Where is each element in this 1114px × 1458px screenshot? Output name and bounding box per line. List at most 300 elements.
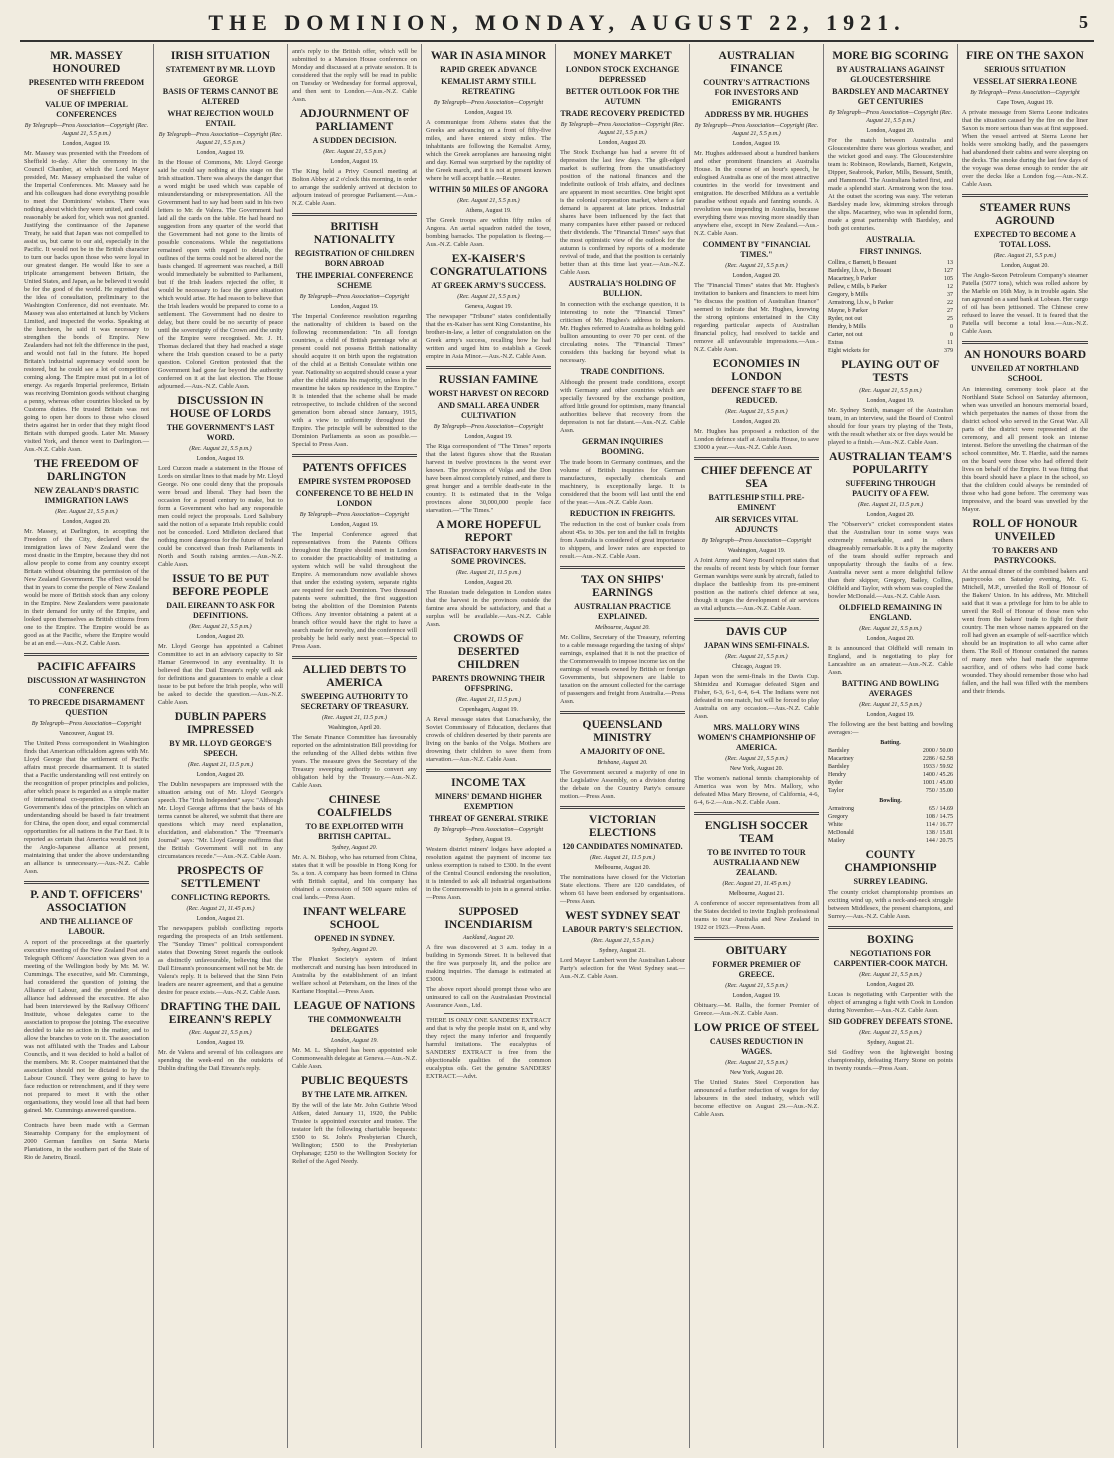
column-1 (20, 44, 154, 1448)
article-text: A Reval message states that Lunacharsky, the Soviet Commissary of Education, declares that crowds of children deserted by their parents are living on the banks of the Volga. Mothers are drowning their children to save them from starvation.—Aus.-N.Z. Cable Assn. (426, 716, 551, 763)
table-row (828, 771, 953, 779)
place-date: Copenhagen, August 19. (459, 707, 518, 713)
dateline: By Telegraph—Press Association—Copyright (Rec. August 21, 5.5 p.m.) (158, 132, 283, 146)
dateline: (Rec. August 21, 11.5 p.m.) (322, 715, 387, 721)
row-label: Hendry (828, 772, 846, 778)
dateline: By Telegraph—Press Association—Copyright (701, 538, 812, 544)
column-rule (694, 937, 819, 940)
article-text: The Dublin newspapers are impressed with the situation arising out of Mr. Lloyd George's speech. The "Irish Independent" says: "Although Mr. Lloyd George affirms that the basis of his terms cannot be altered, we submit that there are questions which may need explanation, elucidation, and elaboration." The "Freeman's Journal" says: "Mr. Lloyd George reaffirms that the British Government will not in any circumstances recede."—Aus.-N.Z. Cable Assn. (158, 781, 283, 860)
row-label: Extras (828, 340, 844, 346)
article-text: In connection with the exchange question, it is interesting to note the "Financial Times" criticism of Mr. Hughes's address to bankers. Mr. Hughes referred to Australia as holding gold bullion amounting to over 70 per cent. of the circulating notes. The "Financial Times" considers this backing far beyond what is necessary. (560, 301, 685, 364)
subheadline: RAPID GREEK ADVANCE (440, 65, 537, 74)
subheadline: TO BE INVITED TO TOUR AUSTRALIA AND NEW ZEALAND. (707, 848, 806, 877)
table-row (828, 747, 953, 755)
place-date: New York, August 20. (729, 1070, 784, 1076)
headline: DISCUSSION IN HOUSE OF LORDS (169, 395, 272, 420)
row-label: Ryder (828, 780, 843, 786)
row-label: Bardsley (828, 764, 850, 770)
table-row (828, 813, 953, 821)
subheadline: GERMAN INQUIRIES BOOMING. (581, 437, 664, 456)
article-text: A fire was discovered at 3 a.m. today in a building in Symonds Street. It is believed that the fire was purposely lit, and the police are making inquiries. The damage is estimated at £3000. (426, 944, 551, 983)
article-text: Mr. Hughes addressed about a hundred bankers and other prominent financiers at Australia House. In the course of an hour's speech, he eulogised Australia as one of the most attractive countries in the world for investment and emigration. He described Mildura as a veritable paradise without equals and fanning sounds. A revolution was impending in Australia, because everything there was moving more steadily than anywhere else, except in New Zealand.—Aus.-N.Z. Cable Assn. (694, 150, 819, 237)
subheadline: BARDSLEY AND MACARTNEY GET CENTURIES (832, 87, 949, 106)
table-row (828, 323, 953, 331)
article-text: ann's reply to the British offer, which will be submitted to a Mansion House conference on Monday and discussed at a private session. It is considered that the reply will be read in public on Tuesday or Wednesday for formal approval, and then sent to London.—Aus.-N.Z. Cable Assn. (292, 48, 417, 103)
headline: AN HONOURS BOARD (963, 349, 1087, 361)
headline: WAR IN ASIA MINOR (430, 50, 547, 62)
dateline: By Telegraph—Press Association—Copyright (433, 424, 544, 430)
subheadline: LABOUR PARTY'S SELECTION. (562, 925, 683, 934)
dateline: (Rec. August 21, 5.5 p.m.) (457, 198, 520, 204)
column-rule (426, 769, 551, 772)
place-date: Athens, August 19. (465, 208, 512, 214)
article-text: Mr. Lloyd George has appointed a Cabinet Committee to act in an advisory capacity to Sir Hamar Greenwood in any eventuality. It is believed that the Dail Eireann's reply will ask for definitions and guarantees to enable a clear issue to be put before the Irish people, who will be asked to decide the question.—Aus.-N.Z. Cable Assn. (158, 643, 283, 706)
row-value: 750 / 35.00 (925, 788, 953, 794)
place-date: Chicago, August 19. (732, 664, 781, 670)
subheadline: REDUCTION IN FREIGHTS. (569, 509, 676, 518)
table-row (828, 331, 953, 339)
row-label: White (828, 822, 843, 828)
subheadline: LONDON STOCK EXCHANGE DEPRESSED (565, 65, 680, 84)
table-row (828, 837, 953, 845)
table-heading: Bowling. (879, 798, 902, 804)
place-date: London, August 20. (866, 128, 915, 134)
subheadline: A SUDDEN DECISION. (312, 136, 397, 145)
dateline: (Rec. August 21, 5.5 p.m.) (725, 983, 788, 989)
dateline: By Telegraph—Press Association—Copyright (433, 827, 544, 833)
dateline: (Rec. August 21, 5.5 p.m.) (725, 1060, 788, 1066)
article-text: The Stock Exchange has had a severe fit of depression the last few days. The gilt-edged market is suffering from the unsatisfactory position of the national finances and the indefinite outlook of Irish affairs, and declines are apparent in most securities. One bright spot is the colonial corporation market, where a fair demand is apparent at late prices. Industrial shares have been influenced by the fact that many companies have either passed or reduced their dividends. The "Financial Times" says that the most optimistic view of the outlook for the autumn is confirmed by reports of a moderate revival of trade, and that the position is certainly better than at this time last year.—Aus.-N.Z. Cable Assn. (560, 149, 685, 276)
subheadline: BY THE LATE MR. AITKEN. (301, 1090, 408, 1099)
row-value: 138 / 15.81 (925, 830, 953, 836)
subheadline: VESSEL AT SIERRA LEONE (973, 77, 1077, 86)
headline: ENGLISH SOCCER TEAM (704, 820, 809, 845)
table-row (828, 779, 953, 787)
page-number: 5 (1079, 12, 1088, 32)
article-text: The Riga correspondent of "The Times" reports that the latest figures show that the Russian harvest in twelve provinces is the worst ever known. The provinces of Volga and the Don have been almost completely ruined, and there is great hunger and a terrible death-rate in the country. It is estimated that in the Volga provinces alone 30,000,000 people face starvation.—"The Times." (426, 443, 551, 514)
dateline: (Rec. August 21, 5.5 p.m.) (725, 263, 788, 269)
column-rule (560, 711, 685, 714)
headline: OBITUARY (725, 945, 788, 957)
subheadline: SID GODFREY DEFEATS STONE. (828, 1017, 953, 1026)
article-text: The trade boom in Germany continues, and the volume of British inquiries for German manufactures, especially chemicals and machinery, is exceptionally large. It is considered that the boom will last until the end of the year.—Aus.-N.Z. Cable Assn. (560, 459, 685, 506)
column-rule (426, 366, 551, 369)
row-label: Mayne, b Parker (828, 308, 868, 314)
article-text: Obituary.—M. Rallis, the former Premier of Greece.—Aus.-N.Z. Cable Assn. (694, 1002, 819, 1017)
place-date: London, August 19. (732, 993, 781, 999)
subheadline: MINERS' DEMAND HIGHER EXEMPTION (434, 792, 543, 811)
subheadline: TO PRECEDE DISARMAMENT QUESTION (28, 698, 145, 717)
subheadline: COUNTRY'S ATTRACTIONS FOR INVESTORS AND EMIGRANTS (703, 78, 810, 107)
row-label: Armstrong, l.b.w., b Parker (828, 300, 894, 306)
subheadline: DISCUSSION AT WASHINGTON CONFERENCE (27, 676, 146, 695)
column-rule (694, 618, 819, 621)
headline: AUSTRALIAN TEAM'S POPULARITY (829, 451, 952, 476)
dateline: Auckland, August 20. (462, 935, 515, 941)
column-rule (292, 656, 417, 659)
row-label: Gregory, b Mills (828, 292, 868, 298)
place-date: New York, August 20. (729, 766, 784, 772)
headline: PROSPECTS OF SETTLEMENT (177, 865, 264, 890)
place-date: London, August 19. (196, 1040, 245, 1046)
row-label: Gregory (828, 814, 848, 820)
table-row (828, 805, 953, 813)
article-text: The nominations have closed for the Victorian State elections. There are 120 candidates, of whom 61 have been endorsed by organisations.—Press Assn. (560, 874, 685, 905)
table-row (828, 787, 953, 795)
subheadline: SWEEPING AUTHORITY TO SECRETARY OF TREASURY. (300, 692, 409, 711)
column-rule (24, 881, 149, 884)
column-6 (690, 44, 824, 1448)
place-date: Melbourne, August 21. (728, 891, 785, 897)
table-row (828, 275, 953, 283)
place-date: London, August 19. (62, 141, 111, 147)
dateline: (Rec. August 21, 5.5 p.m.) (859, 626, 922, 632)
headline: FIRE ON THE SAXON (966, 50, 1084, 62)
place-date: London, August 19. (196, 456, 245, 462)
dateline: (Rec. August 21, 5.5 p.m.) (725, 654, 788, 660)
headline: CHINESE COALFIELDS (317, 794, 392, 819)
dateline: Brisbane, August 20. (597, 760, 648, 766)
headline: PUBLIC BEQUESTS (300, 1075, 409, 1087)
row-label: Macartney (828, 756, 854, 762)
article-text: Although the present trade conditions, except with Germany and other countries which are specially favoured by the exchange position, afford little ground for optimism, many financial authorities believe that recovery from the depression is not far distant.—Aus.-N.Z. Cable Assn. (560, 379, 685, 434)
article-text: By the will of the late Mr. John Guthrie Wood Aitken, dated January 11, 1920, the Public Trustee is appointed executor and trustee. The testator left the following charitable bequests: £500 to St. John's Presbyterian Church, Wellington; £500 to the Presbyterian Orphanage; £250 to the Wellington Society for Relief of the Aged Needy. (292, 1102, 417, 1165)
article-text: At the annual dinner of the combined bakers and pastrycooks on Saturday evening, Mr. G. Mitchell, M.P., unveiled the Roll of Honour of the Bakers' Union. In his address, Mr. Mitchell said that it was a privilege for him to be able to unveil the Roll of Honour of those men who went from the bakers' trade to fight for their country. The men whose names appeared on the roll had given an example of self-sacrifice which should be an inspiration to all who came after them. The Roll of Honour contained the names of many men who had made the supreme sacrifice, and of others who had come back wounded. They should remember those who had fallen, and the hall was filled with the members and their friends. (962, 568, 1088, 695)
table-row (828, 307, 953, 315)
table-row (828, 299, 953, 307)
subheadline: THE COMMONWEALTH DELEGATES (307, 1015, 402, 1034)
headline: PLAYING OUT OF TESTS (841, 359, 940, 384)
place-date: London, August 20. (464, 580, 513, 586)
subheadline: AUSTRALIA. (865, 235, 916, 244)
headline: ROLL OF HONOUR UNVEILED (972, 518, 1078, 543)
row-label: Ryder, not out (828, 316, 863, 322)
row-label: Mailey (828, 838, 845, 844)
dateline: (Rec. August 21, 5.5 p.m.) (725, 756, 788, 762)
row-label: Macartney, b Parker (828, 276, 877, 282)
dateline: (Rec. August 21, 5.5 p.m.) (993, 253, 1057, 259)
subheadline: CONFERENCE TO BE HELD IN LONDON (295, 489, 414, 508)
place-date: London, August 20. (732, 273, 781, 279)
article-text: Contracts have been made with a German Steamship Company for the employment of 2000 German families on Santa Maria Plantations, in the southern part of the State of Rio de Janeiro, Brazil. (24, 1122, 149, 1161)
place-date: London, August 20. (866, 512, 915, 518)
subheadline: BASIS OF TERMS CANNOT BE ALTERED (162, 87, 279, 106)
article-text: Lord Mayor Lambert won the Australian Labour Party's selection for the West Sydney seat.—Aus.-N.Z. Cable Assn. (560, 957, 685, 980)
column-rule (962, 194, 1088, 197)
column-rule (560, 566, 685, 569)
article-text: Mr. A. N. Bishop, who has returned from China, states that it will be possible in Hong Kong for 5s. a ton. A company has been formed in China with British capital, and his company has obtained a concession of 500 square miles of coal lands.—Press Assn. (292, 854, 417, 901)
headline: CROWDS OF DESERTED CHILDREN (453, 633, 524, 671)
subheadline: TRADE RECOVERY PREDICTED (560, 109, 685, 118)
place-date: London, August 19. (866, 712, 915, 718)
dateline: (Rec. August 21, 5.5 p.m.) (725, 409, 788, 415)
article-text: Lord Curzon made a statement in the House of Lords on similar lines to that made by Mr. Lloyd George. No one could deny that the proposals were broad and liberal. They had been the occasion for a proud century to make, but to form a Government who had any responsible men could reject the proposals. Lord Salisbury said the notion of a separate Irish republic could not be conceded. Lord Midleton declared that nothing more dangerous for the future of Ireland could be conceived than fresh Parliaments in North and South raising armies.—Aus.-N.Z. Cable Assn. (158, 465, 283, 568)
dateline: London, August 19. (331, 1038, 378, 1044)
column-rule (292, 213, 417, 216)
row-value: 1400 / 45.26 (922, 772, 953, 778)
article-text: The United Press correspondent in Washington finds that American officialdom agrees with Mr. Lloyd George that the settlement of Pacific affairs must precede disarmament. It is stated that a Pacific understanding will rest entirely on the recognition of proper principles and policies, after which peace is regarded as a simple matter of international co-operation. The American Government's idea of the principles on which an understanding should be based is fair treatment for China, the open door, and equal commercial opportunities for all nations in the Far East. It is reported as certain that America would not join the Anglo-Japanese alliance at present, maintaining that under the above understanding an alliance is unnecessary.—Aus.-N.Z. Cable Assn. (24, 740, 149, 875)
place-date: London, August 20. (598, 140, 647, 146)
article-text: The newspapers publish conflicting reports regarding the prospects of an Irish settlement. The "Sunday Times" political correspondent states that Downing Street regards the outlook as distinctly unfavourable, believing that the Dail Eireann's pronouncement will not be Mr. de Valera's reply. It is believed that the Sinn Fein leaders are nearer agreement, and that a genuine desire for peace exists.—Aus.-N.Z. Cable Assn. (158, 925, 283, 996)
row-value: 0 (950, 332, 953, 338)
article-text: The Imperial Conference resolution regarding the nationality of children is based on the following recommendation: "In all foreign countries, a child of British parentage who at present could not possess British nationality should acquire it on birth upon the registration of the child at a British Consulate within one year. Nationality so acquired should cease a year after the child attains his majority, unless in the meantime he takes up residence in the Empire." It is intended that the scheme shall be made retrospective, to include children of the second generation born abroad since January, 1915, with a view to uniformity throughout the Empire. The principle will be submitted to the Dominion Parliaments as soon as possible.—Special to Press Assn. (292, 313, 417, 448)
headline: ECONOMIES IN LONDON (712, 358, 801, 383)
row-value: 65 / 14.69 (928, 806, 953, 812)
headline: MR. MASSEY HONOURED (50, 50, 123, 75)
article-text: A conference of soccer representatives from all the States decided to invite English professional teams to tour Australia and New Zealand in 1922 or 1923.—Press Assn. (694, 900, 819, 931)
row-value: 11 (947, 340, 953, 346)
article-text: The Anglo-Saxon Petroleum Company's steamer Patella (5077 tons), which was rolled ashore by the Marble on 16th May, is in trouble again. She ran aground on a sand bank at Lobean. Her cargo of oil has been jettisoned. The Chinese crew refused to leave the vessel. It is feared that the Patella will become a total loss.—Aus.-N.Z. Cable Assn. (962, 272, 1088, 335)
row-value: 127 (944, 268, 953, 274)
dateline: (Rec. August 21, 11.5 p.m.) (456, 570, 521, 576)
article-text: The county cricket championship promises an exciting wind up, with a neck-and-neck struggle between Middlesex, the present champions, and Surrey.—Aus.-N.Z. Cable Assn. (828, 889, 953, 920)
subheadline: WHAT REJECTION WOULD ENTAIL (167, 109, 274, 128)
dateline: By Telegraph—Press Association—Copyright (Rec. August 21, 5.5 p.m.) (694, 123, 819, 137)
headline: EX-KAISER'S CONGRATULATIONS (429, 253, 548, 278)
article-text: The Senate Finance Committee has favourably reported on the administration Bill providing for the refunding of the Allied debts within five years. The measure gives the Secretary of the Treasury sweeping authority to convert any obligation held by the Treasury.—Aus.-N.Z. Cable Assn. (292, 734, 417, 789)
article-text: A communique from Athens states that the Greeks are advancing on a front of fifty-five miles, and have entered sixty miles. The inhabitants are following the Kemalist Army, which the Greek aeroplanes are harassing night and day. Kemal was surprised by the rapidity of the Greek march, and it is not at present known where he will accept battle.—Reuter. (426, 119, 551, 182)
dateline: By Telegraph—Press Association—Copyright (433, 100, 544, 106)
subheadline: WITHIN 50 MILES OF ANGORA (428, 185, 549, 194)
place-date: London, August 19. (464, 434, 513, 440)
subheadline: KEMALIST ARMY STILL RETREATING (441, 77, 536, 96)
column-rule (444, 1013, 533, 1014)
subheadline: THREAT OF GENERAL STRIKE (428, 814, 549, 823)
dateline: By Telegraph—Press Association—Copyright (Rec. August 21, 5.5 p.m.) (560, 122, 685, 136)
place-date: Cape Town, August 19. (996, 100, 1054, 106)
dateline: By Telegraph—Press Association—Copyright (299, 512, 410, 518)
article-text: Mr. M. L. Shepherd has been appointed sole Commonwealth delegate at Geneva.—Aus.-N.Z. Cable Assn. (292, 1047, 417, 1070)
subheadline: AIR SERVICES VITAL ADJUNCTS (714, 515, 798, 534)
table-row (828, 763, 953, 771)
subheadline: PARENTS DROWNING THEIR OFFSPRING. (431, 674, 546, 693)
article-text: Sid Godfrey won the lightweight boxing championship, defeating Harry Stone on points in twenty rounds.—Press Assn. (828, 1049, 953, 1072)
dateline: (Rec. August 21, 5.5 p.m.) (859, 702, 922, 708)
dateline: (Rec. August 21, 5.5 p.m.) (457, 294, 520, 300)
headline: MORE BIG SCORING (832, 50, 949, 62)
dateline: By Telegraph—Press Association—Copyright (970, 90, 1080, 96)
headline: COUNTY CHAMPIONSHIP (844, 849, 937, 874)
subheadline: OPENED IN SYDNEY. (314, 934, 395, 943)
subheadline: BY MR. LLOYD GEORGE'S SPEECH. (169, 739, 272, 758)
row-value: 25 (947, 316, 953, 322)
place-date: London, August 19. (330, 522, 379, 528)
place-date: London, August 20. (62, 519, 111, 525)
subheadline: BATTLESHIP STILL PRE-EMINENT (708, 493, 805, 512)
place-date: London, August 19. (330, 304, 379, 310)
place-date: London, August 20. (196, 634, 245, 640)
dateline: (Rec. August 21, 11.5 p.m.) (590, 855, 655, 861)
dateline: (Rec. August 21, 11.5 p.m.) (188, 762, 253, 768)
headline: ADJOURNMENT OF PARLIAMENT (299, 108, 410, 133)
dateline: By Telegraph—Press Association—Copyright (Rec. August 21, 5.5 p.m.) (828, 110, 953, 124)
article-text: The "Observer's" cricket correspondent states that the Australian tour in some ways was extremely remarkable, and in others disagreeably remarkable. It is a pity the majority of the team should suffer reproach and unpopularity through the faults of a few. Australia never sent a more delightful fellow than their skipper, Gregory, Bailey, Collins, Oldfield and Taylor, with whom was coupled the bowler McDonald.—Aus.-N.Z. Cable Assn. (828, 521, 953, 600)
place-date: London, August 19. (732, 141, 781, 147)
subheadline: A MAJORITY OF ONE. (580, 747, 665, 756)
subheadline: AT GREEK ARMY'S SUCCESS. (431, 281, 546, 290)
headline: BRITISH NATIONALITY (313, 221, 396, 246)
article-text: The above report should prompt those who are uninsured to call on the Australasian Provincial Assurance Assn., Ltd. (426, 986, 551, 1009)
dateline: (Rec. August 21, 11.5 p.m.) (858, 502, 923, 508)
article-text: Mr. Collins, Secretary of the Treasury, referring to a cable message regarding the taxing of ships' earnings, explained that it is not the practice of the Commonwealth to impose income tax on the earnings of vessels owned by British or foreign Governments, but shipowners are liable to taxation on the amount collected for the carriage of passengers and freight from Australia.—Press Assn. (560, 634, 685, 705)
headline: STEAMER RUNS AGROUND (979, 202, 1071, 227)
article-text: A Joint Army and Navy Board report states that the results of recent tests by which four former German warships were sunk by aircraft, failed to displace the battleship from its pre-eminent position as the nation's chief defence at sea, though it urges the development of air services as vital adjuncts.—Aus.-N.Z. Cable Assn. (694, 557, 819, 612)
table-heading: Batting. (880, 740, 901, 746)
place-date: Melbourne, August 20. (594, 865, 651, 871)
place-date: London, August 20. (1001, 263, 1049, 269)
article-text: The newspaper "Tribune" states confidentially that the ex-Kaiser has sent King Constantine, his brother-in-law, a letter of congratulation on the Greek army's success, recalling how he had written and urged him to establish a Greek empire in Asia Minor.—Aus.-N.Z. Cable Assn. (426, 313, 551, 360)
subheadline: NEGOTIATIONS FOR CARPENTIER-COOK MATCH. (833, 949, 948, 968)
place-date: London, August 19. (464, 110, 513, 116)
place-date: London, August 19. (866, 398, 915, 404)
article-text: Mr. Massey, at Darlington, in accepting the Freedom of the City, declared that the immigration laws of New Zealand were the most drastic in the Empire, because they did not allow people to come from any country except Britain without obtaining the permission of the New Zealand Government. The effect would be that in years to come the people of New Zealand would be more of British stock than any colony in the Empire. New Zealanders were passionate in their demand for unity of the Empire, and looked upon themselves as British citizens from one to the Empire. The Empire would be as good as at the Pacific, where the Empire would be at an end.—Aus.-N.Z. Cable Assn. (24, 528, 149, 647)
article-text: The Greek troops are within fifty miles of Angora. An aerial squadron raided the town, bombing barracks. The population is fleeing.—Aus.-N.Z. Cable Assn. (426, 217, 551, 248)
table-row (828, 291, 953, 299)
place-date: Sydney, August 19. (465, 837, 512, 843)
table-row (828, 339, 953, 347)
subheadline: EMPIRE SYSTEM PROPOSED (298, 477, 411, 486)
row-value: 114 / 16.77 (926, 822, 953, 828)
subheadline: DEFENCE STAFF TO BE REDUCED. (711, 386, 802, 405)
subheadline: FORMER PREMIER OF GREECE. (712, 960, 801, 979)
article-text: Mr. Sydney Smith, manager of the Australian team, in an interview, said the Board of Control should for four years try playing of the Tests, with the result whether six or five days would be played to a finish.—Aus.-N.Z. Cable Assn. (828, 407, 953, 446)
dateline: (Rec. August 21, 5.5 p.m.) (189, 624, 252, 630)
dateline: (Rec. August 21, 11.45 p.m.) (722, 881, 791, 887)
article-text: The reduction in the cost of bunker coals from about 45s. to 30s. per ton and the fall in freights from Australia is considered of great importance to shippers, and lower rates are expected to result.—Aus.-N.Z. Cable Assn. (560, 521, 685, 560)
dateline: (Rec. August 21, 5.5 p.m.) (859, 388, 922, 394)
subheadline: ADDRESS BY MR. HUGHES (704, 110, 809, 119)
row-label: Carter, not out (828, 332, 863, 338)
headline: AUSTRALIAN FINANCE (718, 50, 795, 75)
row-label: Collins, c Barnett, b Bessant (828, 260, 897, 266)
headline: LOW PRICE OF STEEL (694, 1022, 819, 1034)
subheadline: MRS. MALLORY WINS WOMEN'S CHAMPIONSHIP OF AMERICA. (697, 723, 816, 752)
column-rule (962, 341, 1088, 344)
place-date: London, August 20. (196, 772, 245, 778)
article-text: Western district miners' lodges have adopted a resolution against the payment of income tax unless exemption is raised to £300. In the event of the Central Council endorsing the resolution, it is intended to ask all industrial organisations in the Commonwealth to join in a general strike.—Press Assn. (426, 846, 551, 901)
headline: DAVIS CUP (726, 626, 787, 638)
place-date: London, August 20. (866, 636, 915, 642)
headline: IRISH SITUATION (170, 50, 271, 62)
table-row (828, 347, 953, 355)
subheadline: UNVEILED AT NORTHLAND SCHOOL (971, 364, 1079, 383)
score-table (828, 259, 953, 355)
article-text: Japan won the semi-finals in the Davis Cup. Shimidzu and Kumagae defeated Sigen and Fisher, 6-3, 6-1, 6-4, 6-4. The Indians were not defeated in one match, but will be forced to play Australia on any occasion.—Aus.-N.Z. Cable Assn. (694, 673, 819, 720)
place-date: Sydney, August 21. (599, 948, 646, 954)
column-7 (824, 44, 958, 1448)
article-text: Mr. Hughes has proposed a reduction of the London defence staff at Australia House, to save £3000 a year.—Aus.-N.Z. Cable Assn. (694, 428, 819, 451)
dateline: (Rec. August 21, 5.5 p.m.) (323, 149, 386, 155)
row-value: 0 (950, 324, 953, 330)
article-text: The Plunket Society's system of infant mothercraft and nursing has been introduced in Australia by the establishment of an infant welfare school at Petersham, on the lines of the Karitane Hospital.—Press Assn. (292, 956, 417, 995)
article-text: The United States Steel Corporation has announced a further reduction of wages for day labourers in the steel industry, which will become effective on August 29.—Aus.-N.Z. Cable Assn. (694, 1079, 819, 1118)
dateline: (Rec. August 21, 5.5 p.m.) (189, 1030, 252, 1036)
headline: CHIEF DEFENCE AT SEA (700, 465, 813, 490)
newspaper-title: THE DOMINION, MONDAY, AUGUST 22, 1921. (208, 10, 906, 35)
article-text: Mr. de Valera and several of his colleagues are spending the week-end on the outskirts of Dublin drafting the Dail Eireann's reply. (158, 1049, 283, 1072)
subheadline: TO BAKERS AND PASTRYCOOKS. (992, 546, 1058, 565)
article-text: Mr. Massey was presented with the Freedom of Sheffield to-day. After the ceremony in the Council Chamber, at which the Lord Mayor presided, Mr. Massey emphasised the value of the Imperial Conferences. Mr. Massey said he and his colleagues had done everything possible to meet the Dominions' wishes. There was nothing about which they were united, and could reasonably be asked for, which was not granted. Justifying the continuance of the Japanese Treaty, he said that Japan was not compelled to assist us, but came to our aid, especially in the Pacific. It would not be in the British character to turn our backs upon those who were loyal in our greatest danger. He would like to see a triplicate arrangement between Britain, the United States, and Japan, as he believed it would be for the good of the world. He regretted that the idea of consultation, preliminary to the Washington Conference, did not eventuate. Mr. Massey was also entertained at lunch by Vickers Limited, and inspected the works. Speaking at the luncheon, he said it was necessary to strengthen the bonds of Empire. New Zealanders had not felt the difference in the past, and would not fail in the future. He hoped Britain's industrial supremacy would soon be restored, but he could see a lot of competition coming along. The Empire must put in a lot of energy. As regards Imperial preference, Britain was receiving Dominion goods without charging a penny, whereas other countries blocked us by Customs duties. He trusted Britain was not going to open her doors to those who closed theirs against her in order that they might flood Britain with dumped goods. Later Mr. Massey visited York, and thence went to Darlington.—Aus.-N.Z. Cable Assn. (24, 150, 149, 453)
row-label: Pellew, c Mills, b Parker (828, 284, 887, 290)
headline: DRAFTING THE DAIL EIREANN'S REPLY (160, 1001, 281, 1026)
row-value: 13 (947, 260, 953, 266)
article-text: The "Financial Times" states that Mr. Hughes's invitation to bankers and financiers to meet him "to discuss the position of Australian finance" seemed to indicate that Mr. Hughes, knowing the strong opinions entertained in the City regarding particular aspects of Australian financial policy, had resolved to tackle and remove all unfavourable impressions.—Aus.-N.Z. Cable Assn. (694, 282, 819, 353)
column-5 (556, 44, 690, 1448)
column-rule (24, 653, 149, 656)
row-label: Taylor (828, 788, 844, 794)
headline: RUSSIAN FAMINE (438, 374, 539, 386)
article-text: A report of the proceedings at the quarterly executive meeting of the New Zealand Post and Telegraph Officers' Association was given to a meeting of the Wellington body by Mr. M. W. Cummings. The executive, said Mr. Cummings, had considered the question of joining the Alliance of Labour, and the president of the alliance had addressed the executive. He also had been interviewed by the Railway Officers' Institute, whose delegates came to the association to propose the joining. The executive decided to take no action in the matter, and to allow the branches to vote on it. The association was not affiliated with the Trades and Labour Councils, and it was decided to hold a ballot of the members. Mr. R. Cooper maintained that the association should not be dictated to by the Labour Council. They were going to have to face reduction or retrenchment, and if they were not prepared to meet it with the other organisations, they would lose all that had been gained. Mr. Cummings answered questions. (24, 939, 150, 1114)
row-label: Eight wickets for (828, 348, 870, 354)
column-4 (422, 44, 556, 1448)
score-table (828, 797, 953, 845)
table-row (828, 829, 953, 837)
dateline: (Rec. August 21, 5.5 p.m.) (189, 446, 252, 452)
row-value: 22 (947, 300, 953, 306)
column-rule (694, 812, 819, 815)
place-date: Sydney, August 21. (867, 1040, 914, 1046)
subheadline: AND THE ALLIANCE OF LABOUR. (40, 917, 133, 936)
article-text: The Government secured a majority of one in the Legislative Assembly, on a division during the debate on the Country Party's censure motion.—Press Assn. (560, 769, 685, 800)
place-date: London, August 19. (196, 150, 245, 156)
subheadline: BATTING AND BOWLING AVERAGES (841, 679, 940, 698)
dateline: (Rec. August 21, 5.5 p.m.) (859, 1030, 922, 1036)
subheadline: CAUSES REDUCTION IN WAGES. (709, 1037, 804, 1056)
column-8 (958, 44, 1092, 1448)
place-date: London, August 20. (732, 419, 781, 425)
headline: A MORE HOPEFUL REPORT (436, 519, 541, 544)
article-text: A private message from Sierra Leone indicates that the situation caused by the fire on the liner Saxon is more serious than was at first supposed. When the vessel arrived at Sierra Leone her holds were smoking badly, and the passengers had abandoned their cabins and were sleeping on the decks. The smoke during the last few days of the voyage was dense enough to render the air over the decks like a London fog.—Aus.-N.Z. Cable Assn. (962, 109, 1088, 188)
headline: SUPPOSED INCENDIARISM (444, 906, 533, 931)
subheadline: SERIOUS SITUATION (984, 65, 1066, 74)
subheadline: THE IMPERIAL CONFERENCE SCHEME (295, 271, 414, 290)
dateline: (Rec. August 21, 11.5 p.m.) (456, 697, 521, 703)
headline: INCOME TAX (451, 777, 526, 789)
headline: PACIFIC AFFAIRS (37, 661, 136, 673)
masthead (20, 8, 1094, 42)
row-value: 379 (944, 348, 953, 354)
subheadline: REGISTRATION OF CHILDREN BORN ABROAD (294, 249, 415, 268)
article-text: The following are the best batting and bowling averages:— (828, 721, 953, 736)
place-date: Geneva, August 19. (464, 304, 513, 310)
subheadline: DAIL EIREANN TO ASK FOR DEFINITIONS. (166, 601, 275, 620)
article-text: For the match between Australia and Gloucestershire there was glorious weather, and the wicket good and easy. The Gloucestershire team is: Robinson, Rowlands, Barnett, Keigwin, Dipper, Seabrook, Parker, Mills, Bessant, Smith, and Hammond. The Australians batted first, and made a splendid start. Armstrong won the toss. At the outset the scoring was easy. The veteran Bardsley made low, skimming strokes through the slips. Macartney, who was in splendid form, made a great partnership with Bardsley, and both got centuries. (828, 137, 953, 232)
column-rule (42, 1118, 131, 1119)
article-text: In the House of Commons, Mr. Lloyd George said he could say nothing at this stage on the Irish situation. There was always the danger that a word might be used which was capable of misunderstanding or misrepresentation. All the Government had to say had been said in his two letters to Mr. de Valera. The Government had laid all the cards on the table. He had heard no suggestion from any quarter of the world that the Government had not gone to the limits of possible concessions. While the negotiations remained open with regard to details, the outlines of the terms could not be altered nor the basis changed. If agreement was reached, a Bill would immediately be submitted to Parliament, but if the Irish leaders rejected the offer, it would be necessary to face the grave situation which would arise. He had reason to believe that the Irish leaders would be prepared to come to a settlement. The Government had no desire to delay, but there could be no security of peace until the sovereignty of the Crown and the unity of the Empire were recognised. Mr. J. H. Thomas declared that they had reached a stage where the Irish question ceased to be a party question. Colonel Gretton protested that the Government had gone far beyond the authority conferred on it at the last election. The House adjourned.—Aus.-N.Z. Cable Assn. (158, 159, 283, 390)
article-text: The women's national tennis championship of America was won by Mrs. Mallory, who defeated Miss Mary Browne, of California, 4-6, 6-4, 6-2.—Aus.-N.Z. Cable Assn. (694, 775, 819, 806)
subheadline: AUSTRALIA'S HOLDING OF BULLION. (568, 279, 677, 298)
subheadline: PRESENTED WITH FREEDOM OF SHEFFIELD (28, 78, 145, 97)
place-date: Washington, August 19. (727, 548, 786, 554)
row-label: Armstrong (828, 806, 854, 812)
row-value: 108 / 14.75 (925, 814, 953, 820)
article-text: It is announced that Oldfield will remain in England, and is negotiating to play for Lancashire as an amateur.—Aus.-N.Z. Cable Assn. (828, 645, 953, 676)
subheadline: VALUE OF IMPERIAL CONFERENCES (45, 100, 128, 119)
headline: VICTORIAN ELECTIONS (588, 814, 657, 839)
dateline: (Rec. August 21, 5.5 p.m.) (859, 972, 922, 978)
article-text: An interesting ceremony took place at the Northland State School on Saturday afternoon, when was unveiled an honours memorial board, which perpetuates the names of those from the district school who served in the Great War. All parts of the district were represented at the ceremony, and all present took an intense interest. Before the unveiling the chairman of the school committee, Mr. T. Hardie, said the names on the board were those who had offered their lives on behalf of the Empire. It was fitting that this board should have a place in the school, so that the children could always be reminded of those who had gone before. The ceremony was impressive, and the board was unveiled by the Mayor. (962, 386, 1088, 513)
headline: DUBLIN PAPERS IMPRESSED (174, 711, 267, 736)
column-rule (560, 806, 685, 809)
subheadline: EXPECTED TO BECOME A TOTAL LOSS. (974, 230, 1076, 249)
subheadline: AND SMALL AREA UNDER CULTIVATION (437, 401, 540, 420)
column-rule (292, 454, 417, 457)
subheadline: BY AUSTRALIANS AGAINST GLOUCESTERSHIRE (836, 65, 945, 84)
headline: LEAGUE OF NATIONS (293, 1000, 416, 1012)
headline: TAX ON SHIPS' EARNINGS (581, 574, 664, 599)
subheadline: SATISFACTORY HARVESTS IN SOME PROVINCES. (430, 547, 547, 566)
table-row (828, 315, 953, 323)
